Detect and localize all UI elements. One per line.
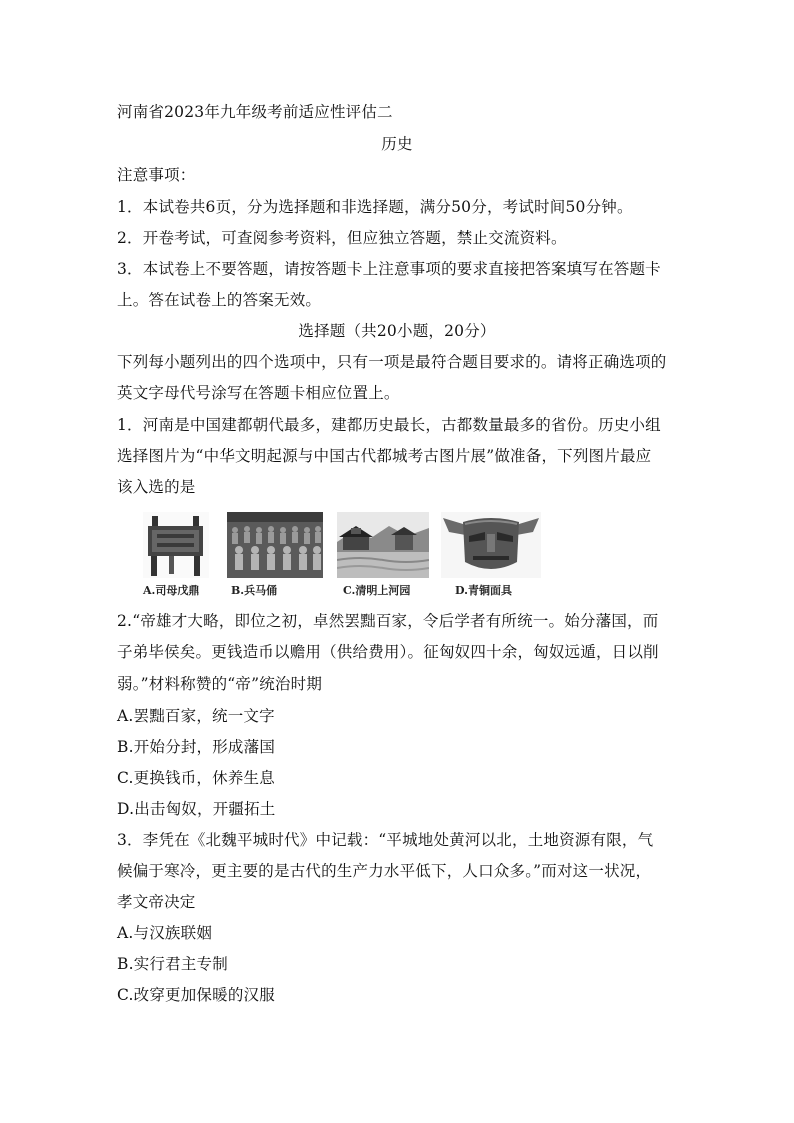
image-caption: B.兵马俑 [231, 584, 278, 597]
section-instruction: 下列每小题列出的四个选项中，只有一项是最符合题目要求的。请将正确选项的 [117, 353, 667, 371]
question-1-images [143, 512, 543, 598]
question-2-option-c: C.更换钱币，休养生息 [117, 769, 275, 787]
bronze-mask-icon [441, 512, 541, 578]
question-3-stem: 3．李凭在《北魏平城时代》中记载：“平城地处黄河以北，土地资源有限，气 [117, 831, 654, 849]
question-2-stem: 2.“帝雄才大略，即位之初，卓然罢黜百家，令后学者有所统一。始分藩国，而 [117, 612, 659, 630]
question-3-option-b: B.实行君主专制 [117, 955, 228, 973]
question-1-stem: 选择图片为“中华文明起源与中国古代都城考古图片展”做准备，下列图片最应 [117, 447, 652, 465]
notice-heading: 注意事项： [117, 166, 196, 184]
question-3-option-a: A.与汉族联姻 [117, 924, 213, 942]
question-2-option-a: A.罢黜百家，统一文字 [117, 707, 275, 725]
terracotta-army-icon [227, 512, 323, 578]
image-caption: C.清明上河园 [343, 584, 411, 597]
section-instruction: 英文字母代号涂写在答题卡相应位置上。 [117, 384, 400, 402]
bronze-ding-icon [143, 512, 209, 578]
notice-item: 1．本试卷共6页，分为选择题和非选择题，满分50分，考试时间50分钟。 [117, 198, 633, 216]
question-2-stem: 子弟毕侯矣。更钱造币以赡用（供给费用）。征匈奴四十余，匈奴远遁，日以削 [117, 643, 659, 661]
question-3-stem: 候偏于寒冷，更主要的是古代的生产力水平低下，人口众多。”而对这一状况， [117, 862, 652, 880]
notice-item: 3．本试卷上不要答题，请按答题卡上注意事项的要求直接把答案填写在答题卡 [117, 260, 661, 278]
question-3-stem: 孝文帝决定 [117, 893, 196, 911]
image-caption: A.司母戊鼎 [143, 584, 200, 597]
question-3-option-c: C.改穿更加保暖的汉服 [117, 986, 275, 1004]
question-1-stem: 1．河南是中国建都朝代最多，建都历史最长，古都数量最多的省份。历史小组 [117, 416, 661, 434]
question-2-option-d: D.出击匈奴，开疆拓土 [117, 800, 276, 818]
question-2-option-b: B.开始分封，形成藩国 [117, 738, 276, 756]
subject-title: 历史 [381, 135, 413, 153]
image-caption: D.青铜面具 [455, 584, 512, 597]
question-2-stem: 弱。”材料称赞的“帝”统治时期 [117, 675, 323, 693]
question-1-stem: 该入选的是 [117, 478, 196, 496]
section-title: 选择题（共20小题，20分） [298, 322, 496, 340]
exam-title: 河南省2023年九年级考前适应性评估二 [117, 103, 393, 121]
notice-item: 2．开卷考试，可查阅参考资料，但应独立答题，禁止交流资料。 [117, 229, 567, 247]
qingming-park-icon [337, 512, 429, 578]
notice-item: 上。答在试卷上的答案无效。 [117, 291, 322, 309]
